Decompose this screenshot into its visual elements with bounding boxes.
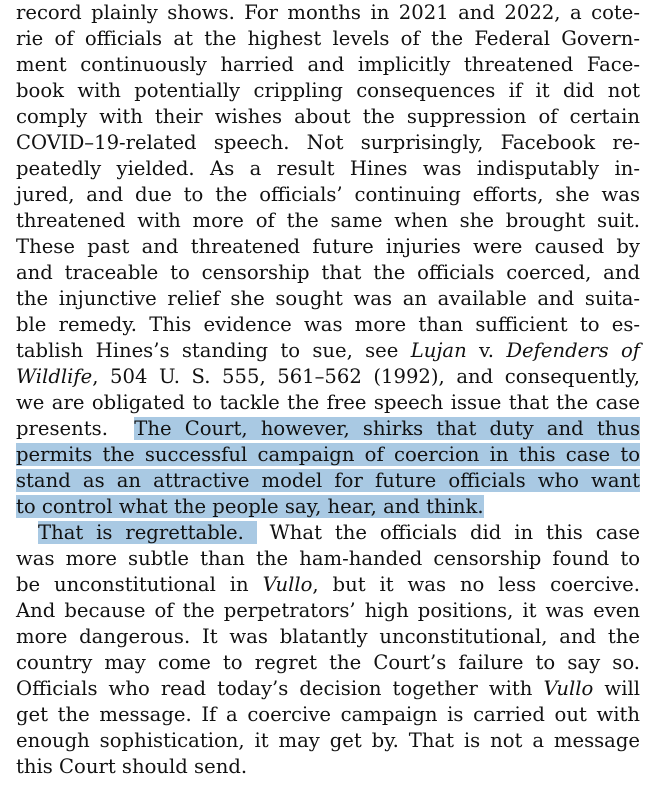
highlighted-text[interactable]: That is regrettable. — [38, 521, 257, 544]
text-fragment: Officials who read today’s decision together with — [16, 677, 544, 700]
paragraph-1 — [16, 0, 640, 520]
case-name-italic: Vullo — [262, 573, 313, 596]
paragraph-2 — [16, 520, 640, 780]
text-line: more dangerous. It was blatantly unconstitutional, and the — [16, 625, 640, 648]
opinion-text — [16, 0, 640, 780]
case-name-italic: Vullo — [543, 677, 594, 700]
text-line: jured, and due to the officials’ continuing efforts, she was — [16, 183, 640, 206]
text-fragment: , but it was no less coercive. — [312, 573, 640, 596]
text-line: ment continuously harried and implicitly threatened Face- — [16, 53, 640, 76]
text-line — [16, 572, 640, 598]
text-line — [16, 442, 640, 468]
text-fragment: be unconstitutional in — [16, 573, 263, 596]
text-fragment: will — [593, 677, 640, 700]
text-line — [16, 676, 640, 702]
case-name-italic: Lujan — [410, 339, 467, 362]
text-line: COVID–19-related speech. Not surprisingly, Facebook re- — [16, 131, 640, 154]
text-line: the injunctive relief she sought was an available and suita- — [16, 287, 640, 310]
text-line: get the message. If a coercive campaign is carried out with — [16, 703, 640, 726]
text-line: comply with their wishes about the suppression of certain — [16, 105, 640, 128]
highlighted-text[interactable]: permits the successful campaign of coercion in this case to — [16, 443, 640, 466]
text-fragment: tablish Hines’s standing to sue, see — [16, 339, 411, 362]
text-line: was more subtle than the ham-handed censorship found to — [16, 547, 640, 570]
text-line: These past and threatened future injuries were caused by — [16, 235, 640, 258]
text-line — [16, 468, 640, 494]
text-line: threatened with more of the same when she brought suit. — [16, 209, 640, 232]
highlighted-text[interactable]: to control what the people say, hear, and think. — [16, 495, 484, 518]
text-line — [16, 520, 640, 546]
text-line: record plainly shows. For months in 2021 and 2022, a cote- — [16, 1, 640, 24]
text-line: And because of the perpetrators’ high positions, it was even — [16, 599, 640, 622]
text-line: ble remedy. This evidence was more than sufficient to es- — [16, 313, 640, 336]
highlighted-text[interactable]: stand as an attractive model for future officials who want — [16, 469, 640, 492]
text-line: we are obligated to tackle the free speech issue that the case — [16, 391, 640, 414]
text-line: and traceable to censorship that the officials coerced, and — [16, 261, 640, 284]
text-line — [16, 494, 640, 520]
text-fragment: v. — [466, 339, 507, 362]
text-line — [16, 338, 640, 364]
case-name-italic: Wildlife — [16, 365, 93, 388]
text-fragment: presents. — [16, 417, 135, 440]
text-fragment: , 504 U. S. 555, 561–562 (1992), and consequently, — [92, 365, 640, 388]
text-line — [16, 416, 640, 442]
text-line: book with potentially crippling consequences if it did not — [16, 79, 640, 102]
text-line: country may come to regret the Court’s failure to say so. — [16, 651, 640, 674]
text-line: this Court should send. — [16, 755, 248, 778]
text-line: peatedly yielded. As a result Hines was indisputably in- — [16, 157, 640, 180]
text-line: rie of officials at the highest levels of the Federal Govern- — [16, 27, 640, 50]
case-name-italic: Defenders of — [506, 339, 641, 362]
text-line — [16, 364, 640, 390]
highlighted-text[interactable]: The Court, however, shirks that duty and thus — [134, 417, 641, 440]
text-fragment: What the officials did in this case — [256, 521, 641, 544]
text-line: enough sophistication, it may get by. That is not a message — [16, 729, 640, 752]
